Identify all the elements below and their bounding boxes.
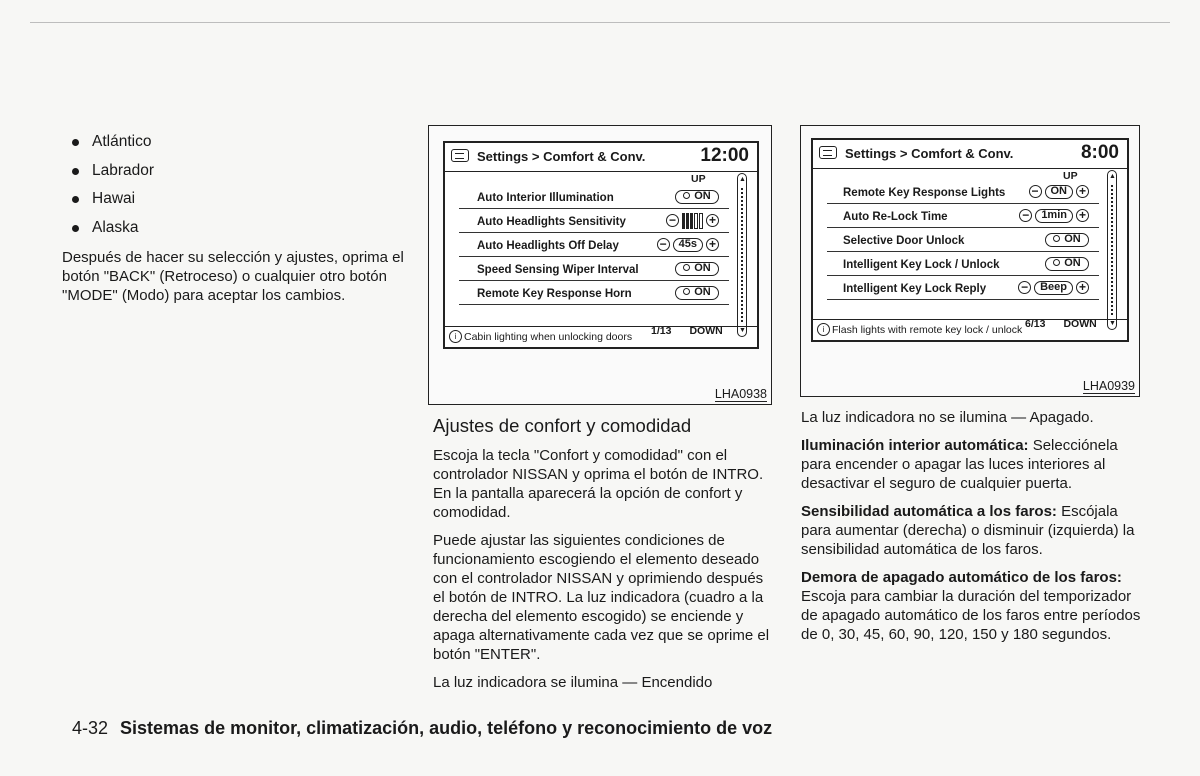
setting-row-selective-door-unlock[interactable] — [827, 228, 1099, 252]
top-rule — [30, 22, 1170, 23]
right-column — [801, 408, 1143, 653]
scrollbar[interactable] — [737, 173, 747, 337]
setting-label: Auto Headlights Off Delay — [477, 240, 619, 252]
figure-code: LHA0938 — [714, 387, 767, 401]
toggle-on[interactable]: ON — [675, 286, 719, 300]
minus-icon[interactable]: − — [657, 238, 670, 251]
hint-text: Flash lights with remote key lock / unlock — [832, 324, 1023, 336]
info-icon: i — [449, 330, 462, 343]
definition-item — [801, 568, 1143, 644]
hint-bar — [445, 326, 757, 347]
setting-row-auto-headlights-off-delay[interactable] — [459, 233, 729, 257]
indicator-icon — [683, 288, 690, 295]
definition-text: Escoja para cambiar la duración del temporizador de apagado automático de los faros entre períodos de 0, 30, 45, 60, 90, 120, 150 y 180 segundos. — [801, 588, 1141, 643]
setting-row-remote-key-response-lights[interactable] — [827, 180, 1099, 204]
region-list — [62, 128, 412, 242]
scroll-up-label[interactable]: UP — [1063, 170, 1078, 182]
sensitivity-bar — [682, 213, 685, 229]
setting-label: Speed Sensing Wiper Interval — [477, 264, 639, 276]
settings-screen — [443, 141, 759, 349]
section-paragraph: La luz indicadora se ilumina — Encendido — [433, 674, 713, 691]
list-item: Hawai — [62, 185, 412, 214]
plus-icon[interactable]: + — [1076, 185, 1089, 198]
hint-text: Cabin lighting when unlocking doors — [464, 331, 633, 343]
indicator-icon — [1053, 259, 1060, 266]
left-column — [62, 128, 412, 305]
definition-item — [801, 436, 1143, 493]
setting-row-auto-interior-illumination[interactable] — [459, 185, 729, 209]
scroll-track — [741, 188, 745, 322]
value-pill: ON — [1045, 185, 1074, 199]
setting-row-intelligent-key-lock-unlock[interactable] — [827, 252, 1099, 276]
sensitivity-bar — [699, 213, 703, 229]
scrollbar[interactable] — [1107, 170, 1117, 330]
setting-label: Auto Headlights Sensitivity — [477, 216, 626, 228]
settings-menu-icon — [819, 146, 837, 159]
page-footer — [72, 718, 772, 739]
setting-label: Selective Door Unlock — [843, 235, 965, 247]
delay-value: 45s — [673, 238, 703, 252]
indicator-off-paragraph: La luz indicadora no se ilumina — Apagado. — [801, 409, 1094, 426]
arrow-down-icon[interactable]: ▼ — [739, 327, 746, 334]
sensitivity-bar — [694, 213, 698, 229]
toggle-on[interactable]: ON — [1045, 233, 1089, 247]
list-item: Labrador — [62, 157, 412, 186]
scroll-track — [1111, 185, 1115, 315]
value-pill: Beep — [1034, 281, 1073, 295]
indicator-icon — [683, 192, 690, 199]
section-paragraph: Puede ajustar las siguientes condiciones de funcionamiento escogiendo el elemento deseado con el controlador NISSAN y oprimiendo después el botón de INTRO. La luz indicadora (cuadro a la derecha del elemento escogido) se enciende y apaga alternativamente cada vez que se oprime el botón "ENTER". — [433, 532, 770, 663]
definition-term: Demora de apagado automático de los faros: — [801, 569, 1122, 586]
indicator-icon — [683, 264, 690, 271]
screen-header — [445, 143, 757, 172]
scroll-down-label[interactable]: DOWN — [689, 325, 723, 337]
page-indicator: 1/13 — [651, 325, 672, 337]
plus-icon[interactable]: + — [706, 214, 719, 227]
screen-header — [813, 140, 1127, 169]
sensitivity-bar — [686, 213, 689, 229]
figure-code: LHA0939 — [1082, 379, 1135, 393]
figure-comfort-settings-1 — [428, 125, 772, 405]
scroll-down-label[interactable]: DOWN — [1063, 318, 1097, 330]
breadcrumb: Settings > Comfort & Conv. — [845, 146, 1014, 161]
clock: 12:00 — [700, 145, 749, 166]
toggle-on[interactable]: ON — [675, 262, 719, 276]
definition-term: Sensibilidad automática a los faros: — [801, 503, 1057, 520]
arrow-up-icon[interactable]: ▲ — [739, 176, 746, 183]
chapter-title: Sistemas de monitor, climatización, audio, teléfono y reconocimiento de voz — [120, 718, 773, 738]
plus-icon[interactable]: + — [1076, 209, 1089, 222]
section-title: Ajustes de confort y comodidad — [433, 415, 692, 436]
clock: 8:00 — [1080, 142, 1119, 163]
indicator-icon — [1053, 235, 1060, 242]
value-pill: 1min — [1035, 209, 1073, 223]
section-paragraph: Escoja la tecla "Confort y comodidad" con el controlador NISSAN y oprima el botón de INTRO. En la pantalla aparecerá la opción de confort y comodidad. — [433, 447, 764, 521]
definition-item — [801, 502, 1143, 559]
arrow-down-icon[interactable]: ▼ — [1109, 320, 1116, 327]
minus-icon[interactable]: − — [666, 214, 679, 227]
setting-row-auto-headlights-sensitivity[interactable] — [459, 209, 729, 233]
list-item: Alaska — [62, 214, 412, 243]
scroll-up-label[interactable]: UP — [691, 173, 706, 185]
toggle-on[interactable]: ON — [1045, 257, 1089, 271]
toggle-on[interactable]: ON — [675, 190, 719, 204]
plus-icon[interactable]: + — [1076, 281, 1089, 294]
sensitivity-level-bars — [682, 213, 703, 229]
middle-column — [433, 414, 775, 701]
definition-text: Escójala para aumentar (derecha) o disminuir (izquierda) la sensibilidad automática de los faros. — [801, 503, 1135, 558]
minus-icon[interactable]: − — [1029, 185, 1042, 198]
list-item: Atlántico — [62, 128, 412, 157]
setting-label: Intelligent Key Lock / Unlock — [843, 259, 1000, 271]
info-icon: i — [817, 323, 830, 336]
setting-label: Auto Interior Illumination — [477, 192, 614, 204]
setting-label: Remote Key Response Horn — [477, 288, 632, 300]
settings-screen — [811, 138, 1129, 342]
setting-row-intelligent-key-lock-reply[interactable] — [827, 276, 1099, 300]
arrow-up-icon[interactable]: ▲ — [1109, 173, 1116, 180]
setting-label: Remote Key Response Lights — [843, 187, 1006, 199]
breadcrumb: Settings > Comfort & Conv. — [477, 149, 646, 164]
setting-label: Intelligent Key Lock Reply — [843, 283, 987, 295]
figure-comfort-settings-2 — [800, 125, 1140, 397]
settings-menu-icon — [451, 149, 469, 162]
minus-icon[interactable]: − — [1019, 209, 1032, 222]
minus-icon[interactable]: − — [1018, 281, 1031, 294]
setting-row-remote-key-response-horn[interactable] — [459, 281, 729, 305]
setting-row-auto-re-lock-time[interactable] — [827, 204, 1099, 228]
plus-icon[interactable]: + — [706, 238, 719, 251]
definition-text: Selecciónela para encender o apagar las luces interiores al desactivar el seguro de cualquier puerta. — [801, 437, 1118, 492]
hint-bar — [813, 319, 1127, 340]
definition-term: Iluminación interior automática: — [801, 437, 1029, 454]
setting-row-speed-sensing-wiper-interval[interactable] — [459, 257, 729, 281]
page-indicator: 6/13 — [1025, 318, 1046, 330]
sensitivity-bar — [690, 213, 693, 229]
page-number: 4-32 — [72, 718, 109, 738]
intro-paragraph: Después de hacer su selección y ajustes, oprima el botón "BACK" (Retroceso) o cualquier otro botón "MODE" (Modo) para aceptar los cambios. — [62, 249, 404, 304]
setting-label: Auto Re-Lock Time — [843, 211, 948, 223]
